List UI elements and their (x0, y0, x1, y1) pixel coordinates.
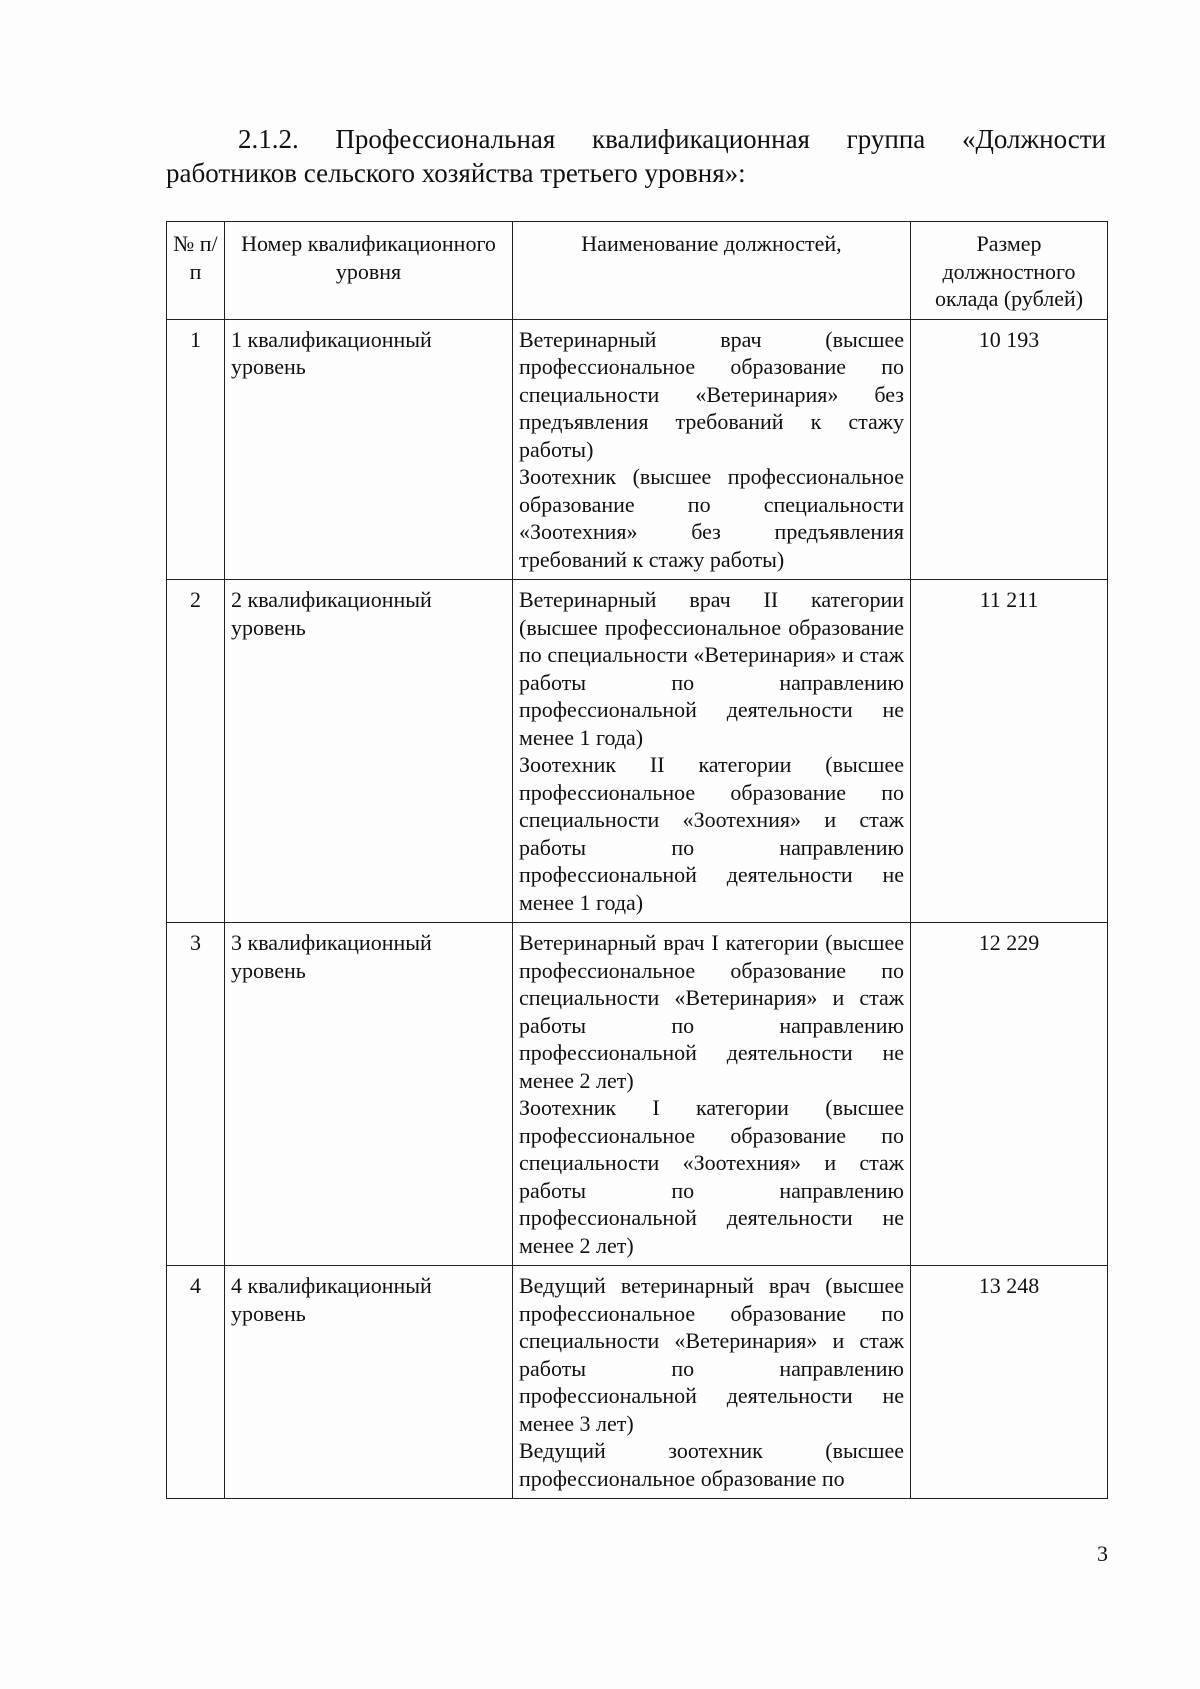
salary-value: 12 229 (911, 923, 1108, 1266)
section-number: 2.1.2. (238, 124, 299, 154)
qualification-level: 2 квалификационный уровень (225, 580, 513, 923)
heading-word: группа (846, 124, 926, 154)
position-description: Зоотехник (высшее профессиональное образование по специальности «Зоотехния» без предъявления требований к стажу работы) (519, 464, 904, 572)
heading-word: квалификационная (591, 124, 810, 154)
salary-value: 10 193 (911, 319, 1108, 580)
row-number: 2 (167, 580, 225, 923)
salary-value: 13 248 (911, 1266, 1108, 1499)
qualification-level: 4 квалификационный уровень (225, 1266, 513, 1499)
table-row (167, 319, 1108, 580)
heading-word: «Должности (961, 124, 1106, 154)
header-salary: Размер должностного оклада (рублей) (911, 222, 1108, 320)
salary-table (166, 221, 1108, 1499)
heading-word: Профессиональная (335, 124, 556, 154)
position-description: Ведущий зоотехник (высшее профессиональное образование по (519, 1438, 904, 1491)
table-row (167, 580, 1108, 923)
section-heading (166, 122, 1106, 190)
header-number: № п/п (167, 222, 225, 320)
row-number: 4 (167, 1266, 225, 1499)
table-row (167, 923, 1108, 1266)
position-list (513, 319, 911, 580)
table-row (167, 1266, 1108, 1499)
page-number: 3 (1097, 1541, 1108, 1566)
salary-value: 11 211 (911, 580, 1108, 923)
qualification-level: 3 квалификационный уровень (225, 923, 513, 1266)
heading-line-1 (166, 122, 1106, 156)
position-description: Ветеринарный врач (высшее профессиональное образование по специальности «Ветеринария» без предъявления требований к стажу работы) (519, 326, 904, 462)
position-description: Ветеринарный врач II категории (высшее профессиональное образование по специальности «Ветеринария» и стаж работы по направлению профессиональной деятельности не менее 1 года) (519, 587, 904, 750)
position-description: Ветеринарный врач I категории (высшее профессиональное образование по специальности «Ветеринария» и стаж работы по направлению профессиональной деятельности не менее 2 лет) (519, 930, 904, 1093)
position-description: Зоотехник I категории (высшее профессиональное образование по специальности «Зоотехния» и стаж работы по направлению профессиональной деятельности не менее 2 лет) (519, 1095, 904, 1258)
row-number: 3 (167, 923, 225, 1266)
position-list (513, 580, 911, 923)
position-list (513, 923, 911, 1266)
qualification-level: 1 квалификационный уровень (225, 319, 513, 580)
position-description: Зоотехник II категории (высшее профессиональное образование по специальности «Зоотехния» и стаж работы по направлению профессиональной деятельности не менее 1 года) (519, 752, 904, 915)
table-header-row (167, 222, 1108, 320)
position-list (513, 1266, 911, 1499)
row-number: 1 (167, 319, 225, 580)
heading-line-2: работников сельского хозяйства третьего уровня»: (166, 158, 746, 188)
header-position-names: Наименование должностей, (513, 222, 911, 320)
position-description: Ведущий ветеринарный врач (высшее профессиональное образование по специальности «Ветеринария» и стаж работы по направлению профессиональной деятельности не менее 3 лет) (519, 1273, 904, 1436)
header-qualification-level: Номер квалификационного уровня (225, 222, 513, 320)
